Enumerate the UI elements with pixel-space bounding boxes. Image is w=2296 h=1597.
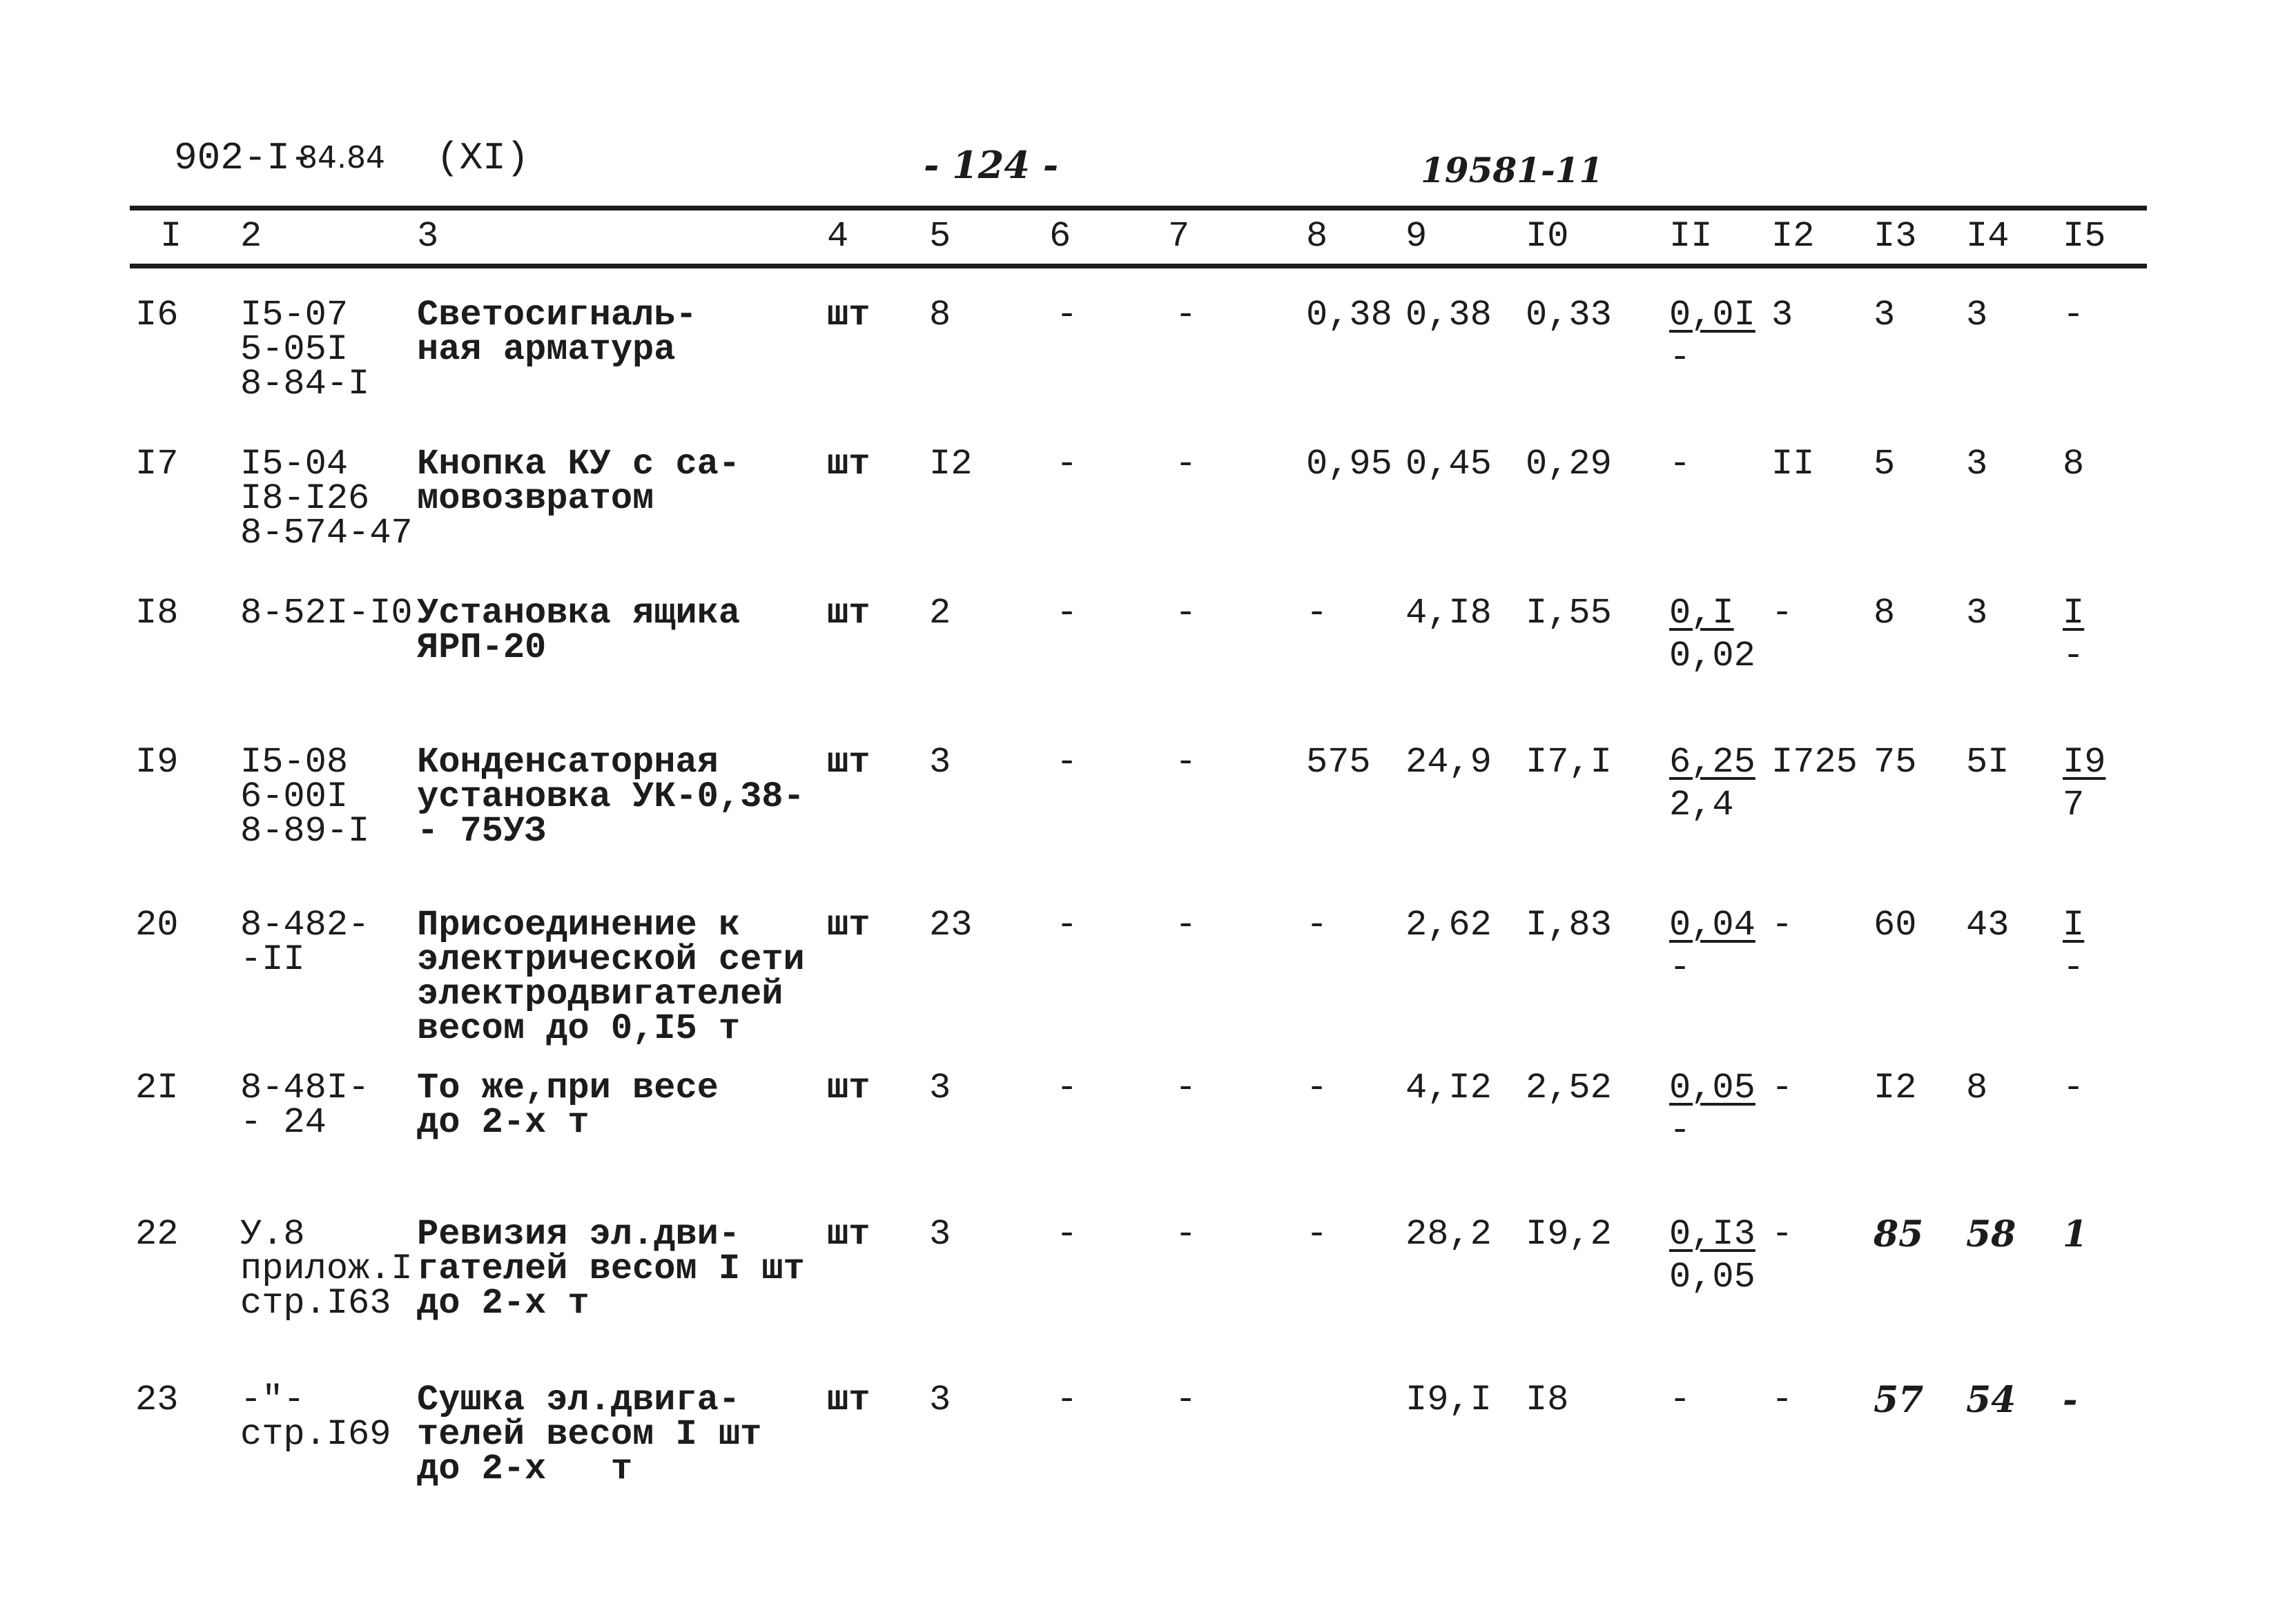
norm-code: 8-48I- - 24 [240, 1068, 370, 1143]
unit-cell: шт [827, 1214, 870, 1255]
col13-cell: 5 [1874, 444, 1896, 484]
col13-cell: I2 [1874, 1068, 1917, 1108]
work-name: Ревизия эл.дви- гателей весом I шт до 2-х т [417, 1214, 805, 1324]
row-number: I6 [135, 295, 179, 335]
row-number: 20 [135, 905, 179, 946]
col7-cell: - [1175, 742, 1197, 783]
col11-denominator: 0,05 [1669, 1257, 1755, 1297]
column-header-8: 8 [1306, 216, 1328, 257]
col7-cell: - [1175, 295, 1197, 335]
col6-cell: - [1056, 593, 1078, 634]
col11-numerator: 6,25 [1669, 742, 1755, 783]
quantity-cell: 8 [929, 295, 951, 335]
col10-cell: I9,2 [1526, 1214, 1612, 1255]
col12-cell: 3 [1771, 295, 1793, 335]
col12-cell: - [1771, 1068, 1793, 1108]
header-top-rule [130, 206, 2147, 210]
work-name: Сушка эл.двига- телей весом I шт до 2-х т [417, 1380, 762, 1489]
col15-numerator: I [2063, 593, 2085, 634]
col12-cell: - [1771, 1380, 1793, 1420]
col7-cell: - [1175, 905, 1197, 946]
unit-cell: шт [827, 444, 870, 484]
col8-cell: 575 [1306, 742, 1371, 783]
col10-cell: 2,52 [1526, 1068, 1612, 1108]
col9-cell: I9,I [1405, 1380, 1492, 1420]
col13-cell: 60 [1874, 905, 1917, 946]
col14-cell: 8 [1966, 1068, 1988, 1108]
col7-cell: - [1175, 1380, 1197, 1420]
col9-cell: 24,9 [1405, 742, 1492, 783]
col9-cell: 28,2 [1405, 1214, 1492, 1255]
norm-code: I5-07 5-05I 8-84-I [240, 295, 370, 404]
col6-cell: - [1056, 1380, 1078, 1420]
unit-cell: шт [827, 1068, 870, 1108]
col9-cell: 0,38 [1405, 295, 1492, 335]
norm-code: 8-482- -II [240, 905, 370, 980]
quantity-cell: I2 [929, 444, 973, 484]
col14-cell: 3 [1966, 444, 1988, 484]
col6-cell: - [1056, 444, 1078, 484]
unit-cell: шт [827, 905, 870, 946]
col14-cell: 5I [1966, 742, 2010, 783]
norm-code: У.8 прилож.I стр.I63 [240, 1214, 413, 1324]
col12-cell: - [1771, 905, 1793, 946]
work-name: Установка ящика ЯРП-20 [417, 593, 741, 668]
row-number: I8 [135, 593, 179, 634]
col15-numerator: 8 [2063, 444, 2085, 484]
norm-code: -"- стр.I69 [240, 1380, 391, 1455]
col10-cell: 0,29 [1526, 444, 1612, 484]
col11-numerator: - [1669, 444, 1691, 484]
norm-code: I5-08 6-00I 8-89-I [240, 742, 370, 852]
column-header-5: 5 [929, 216, 951, 257]
col11-denominator: - [1669, 1110, 1691, 1151]
work-name: Конденсаторная установка УК-0,38- - 75УЗ [417, 742, 805, 852]
row-number: 23 [135, 1380, 179, 1420]
col9-cell: 0,45 [1405, 444, 1492, 484]
col10-cell: I,55 [1526, 593, 1612, 634]
column-header-14: I4 [1966, 216, 2010, 257]
page-number: - 124 - [924, 143, 1059, 187]
quantity-cell: 23 [929, 905, 973, 946]
col8-cell: - [1306, 1068, 1328, 1108]
col6-cell: - [1056, 295, 1078, 335]
col13-cell: 3 [1874, 295, 1896, 335]
col13-cell: 75 [1874, 742, 1917, 783]
header-bottom-rule [130, 264, 2147, 268]
col10-cell: I,83 [1526, 905, 1612, 946]
col14-cell: 3 [1966, 593, 1988, 634]
col7-cell: - [1175, 1068, 1197, 1108]
column-header-6: 6 [1049, 216, 1071, 257]
col13-cell: 57 [1874, 1379, 1924, 1421]
quantity-cell: 3 [929, 1380, 951, 1420]
col10-cell: 0,33 [1526, 295, 1612, 335]
column-header-1: I [160, 216, 182, 257]
col11-numerator: 0,04 [1669, 905, 1755, 946]
col7-cell: - [1175, 593, 1197, 634]
col14-cell: 58 [1966, 1213, 2016, 1255]
col14-cell: 43 [1966, 905, 2010, 946]
row-number: 22 [135, 1214, 179, 1255]
col11-numerator: 0,I3 [1669, 1214, 1755, 1255]
col12-cell: II [1771, 444, 1815, 484]
norm-code: I5-04 I8-I26 8-574-47 [240, 444, 413, 553]
col10-cell: I8 [1526, 1380, 1569, 1420]
quantity-cell: 3 [929, 1214, 951, 1255]
column-header-10: I0 [1526, 216, 1569, 257]
column-header-13: I3 [1874, 216, 1917, 257]
col8-cell: - [1306, 905, 1328, 946]
col6-cell: - [1056, 742, 1078, 783]
quantity-cell: 3 [929, 1068, 951, 1108]
col6-cell: - [1056, 1214, 1078, 1255]
doc-code-handwritten: 84.84 [298, 140, 385, 175]
quantity-cell: 2 [929, 593, 951, 634]
col8-cell: - [1306, 593, 1328, 634]
col12-cell: - [1771, 1214, 1793, 1255]
col11-numerator: 0,I [1669, 593, 1734, 634]
section-number: (XI) [436, 136, 529, 180]
column-header-3: 3 [417, 216, 439, 257]
col11-denominator: 0,02 [1669, 636, 1755, 676]
row-number: I9 [135, 742, 179, 783]
unit-cell: шт [827, 1380, 870, 1420]
col15-numerator: I [2063, 905, 2085, 946]
column-header-11: II [1669, 216, 1713, 257]
column-header-7: 7 [1168, 216, 1190, 257]
column-header-9: 9 [1405, 216, 1428, 257]
col15-numerator: - [2063, 295, 2085, 335]
work-name: Светосигналь- ная арматура [417, 295, 697, 370]
doc-code: 902-I- [174, 136, 313, 180]
col12-cell: I725 [1771, 742, 1858, 783]
row-number: I7 [135, 444, 179, 484]
norm-code: 8-52I-I0 [240, 593, 413, 634]
column-header-2: 2 [240, 216, 262, 257]
col11-denominator: 2,4 [1669, 785, 1734, 825]
col14-cell: 3 [1966, 295, 1988, 335]
col6-cell: - [1056, 905, 1078, 946]
unit-cell: шт [827, 742, 870, 783]
unit-cell: шт [827, 295, 870, 335]
work-name: Кнопка КУ с са- мовозвратом [417, 444, 741, 519]
column-header-4: 4 [827, 216, 849, 257]
col8-cell: - [1306, 1214, 1328, 1255]
col7-cell: - [1175, 444, 1197, 484]
col15-numerator: - [2063, 1068, 2085, 1108]
col12-cell: - [1771, 593, 1793, 634]
sheet-number: 19581-11 [1421, 150, 1604, 190]
col9-cell: 2,62 [1405, 905, 1492, 946]
work-name: Присоединение к электрической сети электродвигателей весом до 0,I5 т [417, 905, 805, 1049]
col15-denominator: - [2063, 948, 2085, 988]
col15-denominator: - [2063, 636, 2085, 676]
quantity-cell: 3 [929, 742, 951, 783]
col8-cell: 0,95 [1306, 444, 1392, 484]
unit-cell: шт [827, 593, 870, 634]
column-header-12: I2 [1771, 216, 1815, 257]
column-header-15: I5 [2063, 216, 2106, 257]
col8-cell: 0,38 [1306, 295, 1392, 335]
col6-cell: - [1056, 1068, 1078, 1108]
col13-cell: 8 [1874, 593, 1896, 634]
col15-numerator: - [2063, 1379, 2078, 1421]
col11-numerator: 0,05 [1669, 1068, 1755, 1108]
col9-cell: 4,I2 [1405, 1068, 1492, 1108]
col10-cell: I7,I [1526, 742, 1612, 783]
col11-numerator: 0,0I [1669, 295, 1755, 335]
col15-numerator: I9 [2063, 742, 2106, 783]
col15-denominator: 7 [2063, 785, 2085, 825]
col7-cell: - [1175, 1214, 1197, 1255]
work-name: То же,при весе до 2-х т [417, 1068, 719, 1143]
col13-cell: 85 [1874, 1213, 1924, 1255]
col9-cell: 4,I8 [1405, 593, 1492, 634]
col14-cell: 54 [1966, 1379, 2016, 1421]
col15-numerator: 1 [2063, 1213, 2088, 1255]
col11-denominator: - [1669, 337, 1691, 378]
row-number: 2I [135, 1068, 179, 1108]
col11-denominator: - [1669, 948, 1691, 988]
col11-numerator: - [1669, 1380, 1691, 1420]
